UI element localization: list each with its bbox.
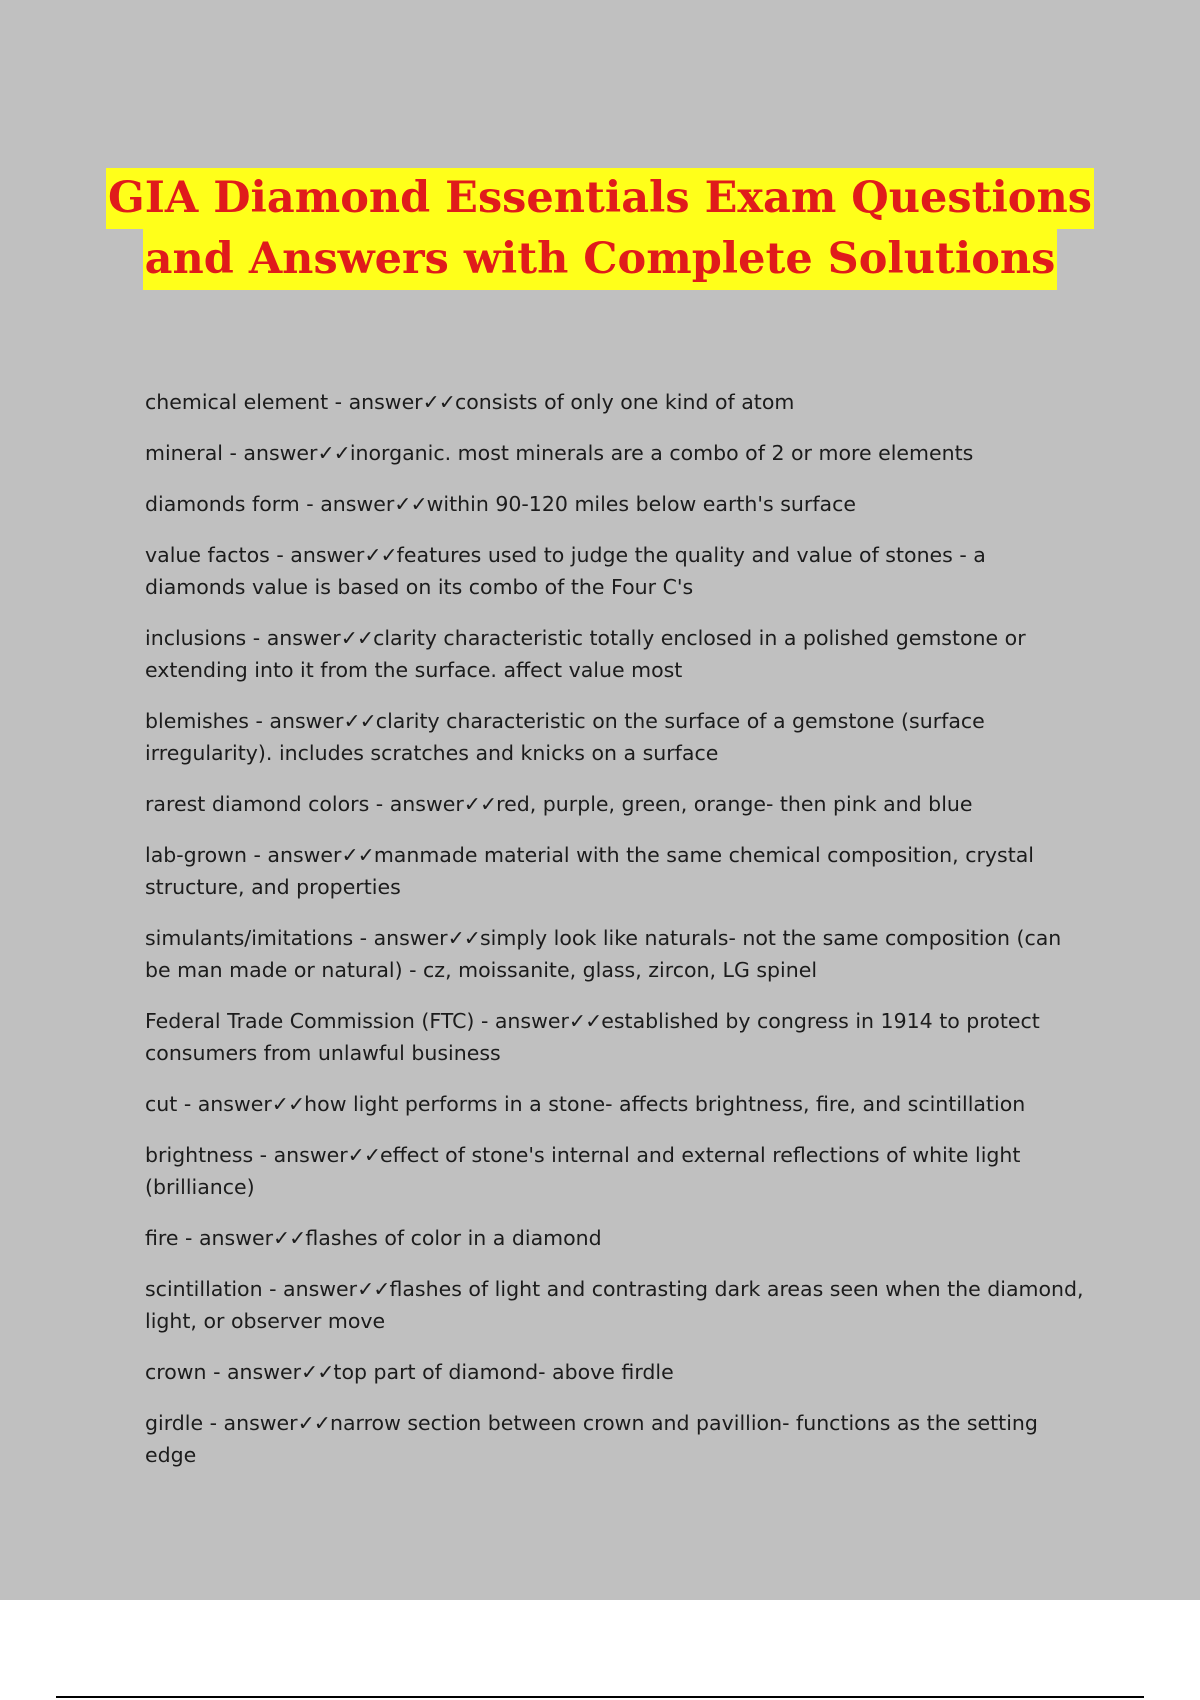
check-marks-icon: ✓✓: [357, 1277, 390, 1301]
qa-term: simulants/imitations: [145, 926, 354, 950]
qa-definition: features used to judge the quality and value of stones - a diamonds value is based on its combo of the Four C's: [145, 543, 986, 599]
qa-separator: -: [262, 1277, 284, 1301]
qa-list: [145, 386, 1085, 1490]
qa-separator: -: [178, 1226, 199, 1250]
qa-term: cut: [145, 1092, 178, 1116]
title-line-2: and Answers with Complete Solutions: [143, 229, 1058, 290]
qa-separator: -: [177, 1092, 198, 1116]
qa-definition: manmade material with the same chemical composition, crystal structure, and properties: [145, 843, 1035, 899]
check-marks-icon: ✓✓: [343, 709, 376, 733]
qa-separator: -: [328, 390, 349, 414]
qa-answer-label: answer: [266, 626, 341, 650]
qa-definition: narrow section between crown and pavillion- functions as the setting edge: [145, 1411, 1038, 1467]
document-title: [0, 168, 1200, 290]
qa-item: [145, 437, 1085, 469]
qa-separator: -: [474, 1009, 495, 1033]
check-marks-icon: ✓✓: [271, 1092, 305, 1116]
check-marks-icon: ✓✓: [341, 843, 374, 867]
qa-separator: -: [222, 441, 244, 465]
check-marks-icon: ✓✓: [340, 626, 374, 650]
qa-separator: -: [248, 709, 270, 733]
qa-separator: -: [206, 1360, 227, 1384]
qa-term: lab-grown: [145, 843, 247, 867]
qa-answer-label: answer: [198, 1226, 273, 1250]
check-marks-icon: ✓✓: [463, 792, 497, 816]
qa-definition: within 90-120 miles below earth's surface: [426, 492, 856, 516]
qa-item: [145, 1273, 1085, 1337]
qa-term: fire: [145, 1226, 179, 1250]
qa-definition: flashes of color in a diamond: [305, 1226, 602, 1250]
qa-definition: established by congress in 1914 to protect consumers from unlawful business: [145, 1009, 1040, 1065]
qa-item: [145, 1222, 1085, 1254]
check-marks-icon: ✓✓: [273, 1226, 306, 1250]
check-marks-icon: ✓✓: [364, 543, 397, 567]
qa-separator: -: [269, 543, 291, 567]
qa-item: [145, 705, 1085, 769]
check-marks-icon: ✓✓: [422, 390, 455, 414]
qa-item: [145, 539, 1085, 603]
qa-term: crown: [145, 1360, 207, 1384]
qa-definition: clarity characteristic totally enclosed in a polished gemstone or extending into it from the surface. affect value most: [145, 626, 1026, 682]
check-marks-icon: ✓✓: [347, 1143, 380, 1167]
qa-definition: flashes of light and contrasting dark areas seen when the diamond, light, or observer move: [145, 1277, 1084, 1333]
qa-term: rarest diamond colors: [145, 792, 370, 816]
qa-item: [145, 622, 1085, 686]
qa-term: blemishes: [145, 709, 249, 733]
qa-item: [145, 1005, 1085, 1069]
qa-answer-label: answer: [320, 492, 395, 516]
qa-separator: -: [246, 626, 267, 650]
qa-item: [145, 922, 1085, 986]
qa-answer-label: answer: [197, 1092, 272, 1116]
qa-item: [145, 788, 1085, 820]
qa-separator: -: [253, 1143, 274, 1167]
check-marks-icon: ✓✓: [301, 1360, 334, 1384]
qa-item: [145, 488, 1085, 520]
qa-definition: clarity characteristic on the surface of a gemstone (surface irregularity). includes scratches and knicks on a surface: [145, 709, 985, 765]
qa-answer-label: answer: [348, 390, 423, 414]
qa-answer-label: answer: [223, 1411, 298, 1435]
qa-item: [145, 1407, 1085, 1471]
qa-answer-label: answer: [283, 1277, 358, 1301]
footer-divider: [56, 1696, 1144, 1698]
check-marks-icon: ✓✓: [317, 441, 350, 465]
qa-term: Federal Trade Commission (FTC): [145, 1009, 475, 1033]
check-marks-icon: ✓✓: [394, 492, 427, 516]
qa-term: girdle: [145, 1411, 204, 1435]
qa-answer-label: answer: [267, 843, 342, 867]
qa-answer-label: answer: [290, 543, 365, 567]
qa-separator: -: [246, 843, 268, 867]
qa-term: brightness: [145, 1143, 254, 1167]
qa-definition: how light performs in a stone- affects brightness, fire, and scintillation: [304, 1092, 1026, 1116]
qa-answer-label: answer: [273, 1143, 348, 1167]
qa-definition: red, purple, green, orange- then pink and blue: [496, 792, 973, 816]
check-marks-icon: ✓✓: [568, 1009, 602, 1033]
qa-item: [145, 1139, 1085, 1203]
qa-separator: -: [369, 792, 390, 816]
qa-item: [145, 386, 1085, 418]
qa-item: [145, 1088, 1085, 1120]
qa-answer-label: answer: [227, 1360, 302, 1384]
qa-answer-label: answer: [269, 709, 344, 733]
check-marks-icon: ✓✓: [297, 1411, 330, 1435]
qa-separator: -: [299, 492, 321, 516]
qa-term: mineral: [145, 441, 223, 465]
qa-term: chemical element: [145, 390, 329, 414]
qa-definition: consists of only one kind of atom: [454, 390, 795, 414]
qa-answer-label: answer: [494, 1009, 569, 1033]
qa-definition: simply look like naturals- not the same composition (can be man made or natural) - cz, moissanite, glass, zircon, LG spinel: [145, 926, 1062, 982]
qa-term: inclusions: [145, 626, 247, 650]
qa-item: [145, 1356, 1085, 1388]
qa-answer-label: answer: [389, 792, 464, 816]
qa-separator: -: [203, 1411, 224, 1435]
qa-term: value factos: [145, 543, 270, 567]
qa-separator: -: [353, 926, 374, 950]
title-line-1: GIA Diamond Essentials Exam Questions: [106, 168, 1094, 229]
qa-term: diamonds form: [145, 492, 300, 516]
check-marks-icon: ✓✓: [447, 926, 480, 950]
qa-definition: inorganic. most minerals are a combo of 2 or more elements: [349, 441, 974, 465]
qa-term: scintillation: [145, 1277, 263, 1301]
qa-answer-label: answer: [373, 926, 448, 950]
qa-answer-label: answer: [243, 441, 318, 465]
qa-definition: top part of diamond- above firdle: [333, 1360, 674, 1384]
qa-definition: effect of stone's internal and external reflections of white light (brilliance): [145, 1143, 1021, 1199]
qa-item: [145, 839, 1085, 903]
